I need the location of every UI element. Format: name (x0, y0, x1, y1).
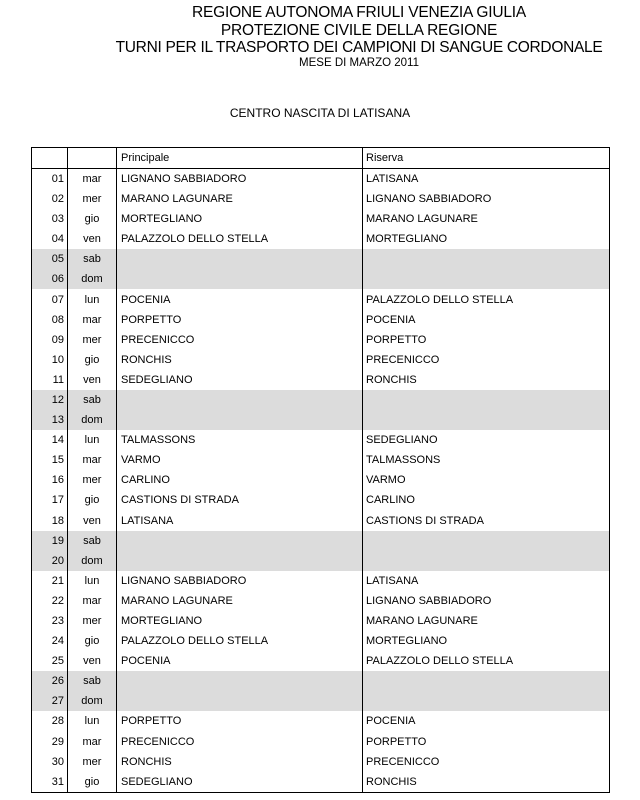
cell-dow: ven (68, 511, 117, 531)
cell-principale: VARMO (117, 450, 363, 470)
cell-riserva (363, 249, 610, 269)
cell-principale: PORPETTO (117, 310, 363, 330)
cell-principale: SEDEGLIANO (117, 370, 363, 390)
cell-riserva: PALAZZOLO DELLO STELLA (363, 289, 610, 309)
cell-day: 28 (32, 711, 68, 731)
cell-dow: sab (68, 249, 117, 269)
cell-riserva: POCENIA (363, 310, 610, 330)
table-row (32, 691, 610, 711)
table-row (32, 229, 610, 249)
cell-day: 24 (32, 631, 68, 651)
cell-principale: CARLINO (117, 470, 363, 490)
cell-riserva: LATISANA (363, 571, 610, 591)
cell-riserva (363, 551, 610, 571)
cell-principale (117, 410, 363, 430)
header-turni: TURNI PER IL TRASPORTO DEI CAMPIONI DI SANGUE CORDONALE (115, 39, 603, 56)
cell-day: 03 (32, 209, 68, 229)
cell-riserva: PRECENICCO (363, 350, 610, 370)
cell-day: 05 (32, 249, 68, 269)
cell-riserva (363, 691, 610, 711)
cell-day: 31 (32, 772, 68, 793)
cell-day: 08 (32, 310, 68, 330)
cell-riserva: PORPETTO (363, 330, 610, 350)
cell-dow: dom (68, 269, 117, 289)
table-row (32, 531, 610, 551)
header-month: MESE DI MARZO 2011 (299, 57, 419, 69)
table-row (32, 732, 610, 752)
cell-day: 23 (32, 611, 68, 631)
subtitle-centro-nascita: CENTRO NASCITA DI LATISANA (229, 106, 411, 120)
table-row (32, 310, 610, 330)
cell-dow: dom (68, 551, 117, 571)
cell-dow: mer (68, 470, 117, 490)
header-day (32, 148, 68, 169)
cell-dow: ven (68, 651, 117, 671)
cell-day: 16 (32, 470, 68, 490)
table-row (32, 249, 610, 269)
table-row (32, 490, 610, 510)
cell-day: 30 (32, 752, 68, 772)
cell-dow: ven (68, 370, 117, 390)
header-principale: Principale (117, 148, 363, 169)
cell-principale: MORTEGLIANO (117, 611, 363, 631)
cell-dow: sab (68, 531, 117, 551)
cell-day: 04 (32, 229, 68, 249)
table-row (32, 370, 610, 390)
table-row (32, 169, 610, 190)
cell-dow: mar (68, 591, 117, 611)
header-region: REGIONE AUTONOMA FRIULI VENEZIA GIULIA (191, 4, 527, 21)
cell-riserva (363, 269, 610, 289)
cell-riserva (363, 531, 610, 551)
cell-day: 18 (32, 511, 68, 531)
table-row (32, 390, 610, 410)
table-row (32, 289, 610, 309)
cell-riserva: CASTIONS DI STRADA (363, 511, 610, 531)
cell-dow: mar (68, 169, 117, 190)
cell-day: 21 (32, 571, 68, 591)
table-row (32, 591, 610, 611)
cell-principale: LATISANA (117, 511, 363, 531)
cell-day: 19 (32, 531, 68, 551)
cell-principale: SEDEGLIANO (117, 772, 363, 793)
table-row (32, 772, 610, 793)
cell-riserva: MARANO LAGUNARE (363, 611, 610, 631)
cell-dow: mer (68, 330, 117, 350)
cell-principale: RONCHIS (117, 350, 363, 370)
table-row (32, 711, 610, 731)
cell-dow: gio (68, 209, 117, 229)
cell-principale: TALMASSONS (117, 430, 363, 450)
cell-riserva: PORPETTO (363, 732, 610, 752)
cell-principale: RONCHIS (117, 752, 363, 772)
cell-riserva (363, 390, 610, 410)
cell-day: 15 (32, 450, 68, 470)
cell-riserva: SEDEGLIANO (363, 430, 610, 450)
cell-day: 07 (32, 289, 68, 309)
cell-riserva: CARLINO (363, 490, 610, 510)
cell-day: 29 (32, 732, 68, 752)
cell-riserva: LIGNANO SABBIADORO (363, 591, 610, 611)
cell-day: 27 (32, 691, 68, 711)
table-row (32, 189, 610, 209)
cell-principale: CASTIONS DI STRADA (117, 490, 363, 510)
cell-principale (117, 551, 363, 571)
table-row (32, 269, 610, 289)
cell-principale: MORTEGLIANO (117, 209, 363, 229)
cell-day: 02 (32, 189, 68, 209)
header-dow (68, 148, 117, 169)
cell-riserva: MORTEGLIANO (363, 631, 610, 651)
cell-principale: POCENIA (117, 289, 363, 309)
cell-dow: lun (68, 571, 117, 591)
cell-principale: PORPETTO (117, 711, 363, 731)
cell-principale (117, 269, 363, 289)
cell-dow: mar (68, 732, 117, 752)
table-row (32, 511, 610, 531)
cell-day: 01 (32, 169, 68, 190)
cell-dow: mer (68, 189, 117, 209)
table-row (32, 551, 610, 571)
cell-principale: MARANO LAGUNARE (117, 591, 363, 611)
cell-principale (117, 249, 363, 269)
cell-riserva: TALMASSONS (363, 450, 610, 470)
cell-dow: mar (68, 450, 117, 470)
table-row (32, 651, 610, 671)
cell-day: 11 (32, 370, 68, 390)
cell-day: 10 (32, 350, 68, 370)
cell-riserva: RONCHIS (363, 370, 610, 390)
cell-day: 20 (32, 551, 68, 571)
cell-principale (117, 691, 363, 711)
cell-day: 25 (32, 651, 68, 671)
cell-dow: gio (68, 490, 117, 510)
cell-principale: MARANO LAGUNARE (117, 189, 363, 209)
table-row (32, 631, 610, 651)
cell-dow: ven (68, 229, 117, 249)
header-protezione-civile: PROTEZIONE CIVILE DELLA REGIONE (220, 22, 498, 39)
cell-dow: lun (68, 430, 117, 450)
cell-day: 26 (32, 671, 68, 691)
cell-riserva: VARMO (363, 470, 610, 490)
cell-dow: gio (68, 350, 117, 370)
cell-riserva (363, 410, 610, 430)
table-row (32, 330, 610, 350)
cell-riserva: RONCHIS (363, 772, 610, 793)
cell-dow: sab (68, 671, 117, 691)
cell-principale (117, 531, 363, 551)
table-row (32, 450, 610, 470)
table-row (32, 470, 610, 490)
cell-dow: mer (68, 752, 117, 772)
cell-dow: dom (68, 410, 117, 430)
schedule-table (31, 147, 610, 793)
cell-principale: POCENIA (117, 651, 363, 671)
cell-dow: mer (68, 611, 117, 631)
cell-day: 12 (32, 390, 68, 410)
cell-day: 22 (32, 591, 68, 611)
cell-riserva: MORTEGLIANO (363, 229, 610, 249)
cell-principale: PALAZZOLO DELLO STELLA (117, 631, 363, 651)
cell-day: 09 (32, 330, 68, 350)
table-row (32, 410, 610, 430)
cell-principale: PRECENICCO (117, 732, 363, 752)
cell-principale: LIGNANO SABBIADORO (117, 169, 363, 190)
cell-day: 17 (32, 490, 68, 510)
header-riserva: Riserva (363, 148, 610, 169)
cell-dow: mar (68, 310, 117, 330)
cell-day: 13 (32, 410, 68, 430)
cell-principale: PRECENICCO (117, 330, 363, 350)
cell-day: 06 (32, 269, 68, 289)
table-row (32, 571, 610, 591)
cell-dow: dom (68, 691, 117, 711)
cell-principale (117, 671, 363, 691)
cell-dow: lun (68, 711, 117, 731)
table-row (32, 209, 610, 229)
cell-riserva: LATISANA (363, 169, 610, 190)
cell-riserva: PALAZZOLO DELLO STELLA (363, 651, 610, 671)
table-row (32, 350, 610, 370)
cell-riserva: POCENIA (363, 711, 610, 731)
cell-riserva: LIGNANO SABBIADORO (363, 189, 610, 209)
cell-day: 14 (32, 430, 68, 450)
cell-principale (117, 390, 363, 410)
cell-riserva (363, 671, 610, 691)
cell-dow: lun (68, 289, 117, 309)
cell-dow: gio (68, 631, 117, 651)
table-row (32, 430, 610, 450)
cell-riserva: PRECENICCO (363, 752, 610, 772)
table-header-row (32, 148, 610, 169)
cell-riserva: MARANO LAGUNARE (363, 209, 610, 229)
cell-principale: LIGNANO SABBIADORO (117, 571, 363, 591)
table-row (32, 671, 610, 691)
cell-dow: sab (68, 390, 117, 410)
cell-dow: gio (68, 772, 117, 793)
cell-principale: PALAZZOLO DELLO STELLA (117, 229, 363, 249)
table-body (32, 169, 610, 793)
table-row (32, 611, 610, 631)
table-row (32, 752, 610, 772)
